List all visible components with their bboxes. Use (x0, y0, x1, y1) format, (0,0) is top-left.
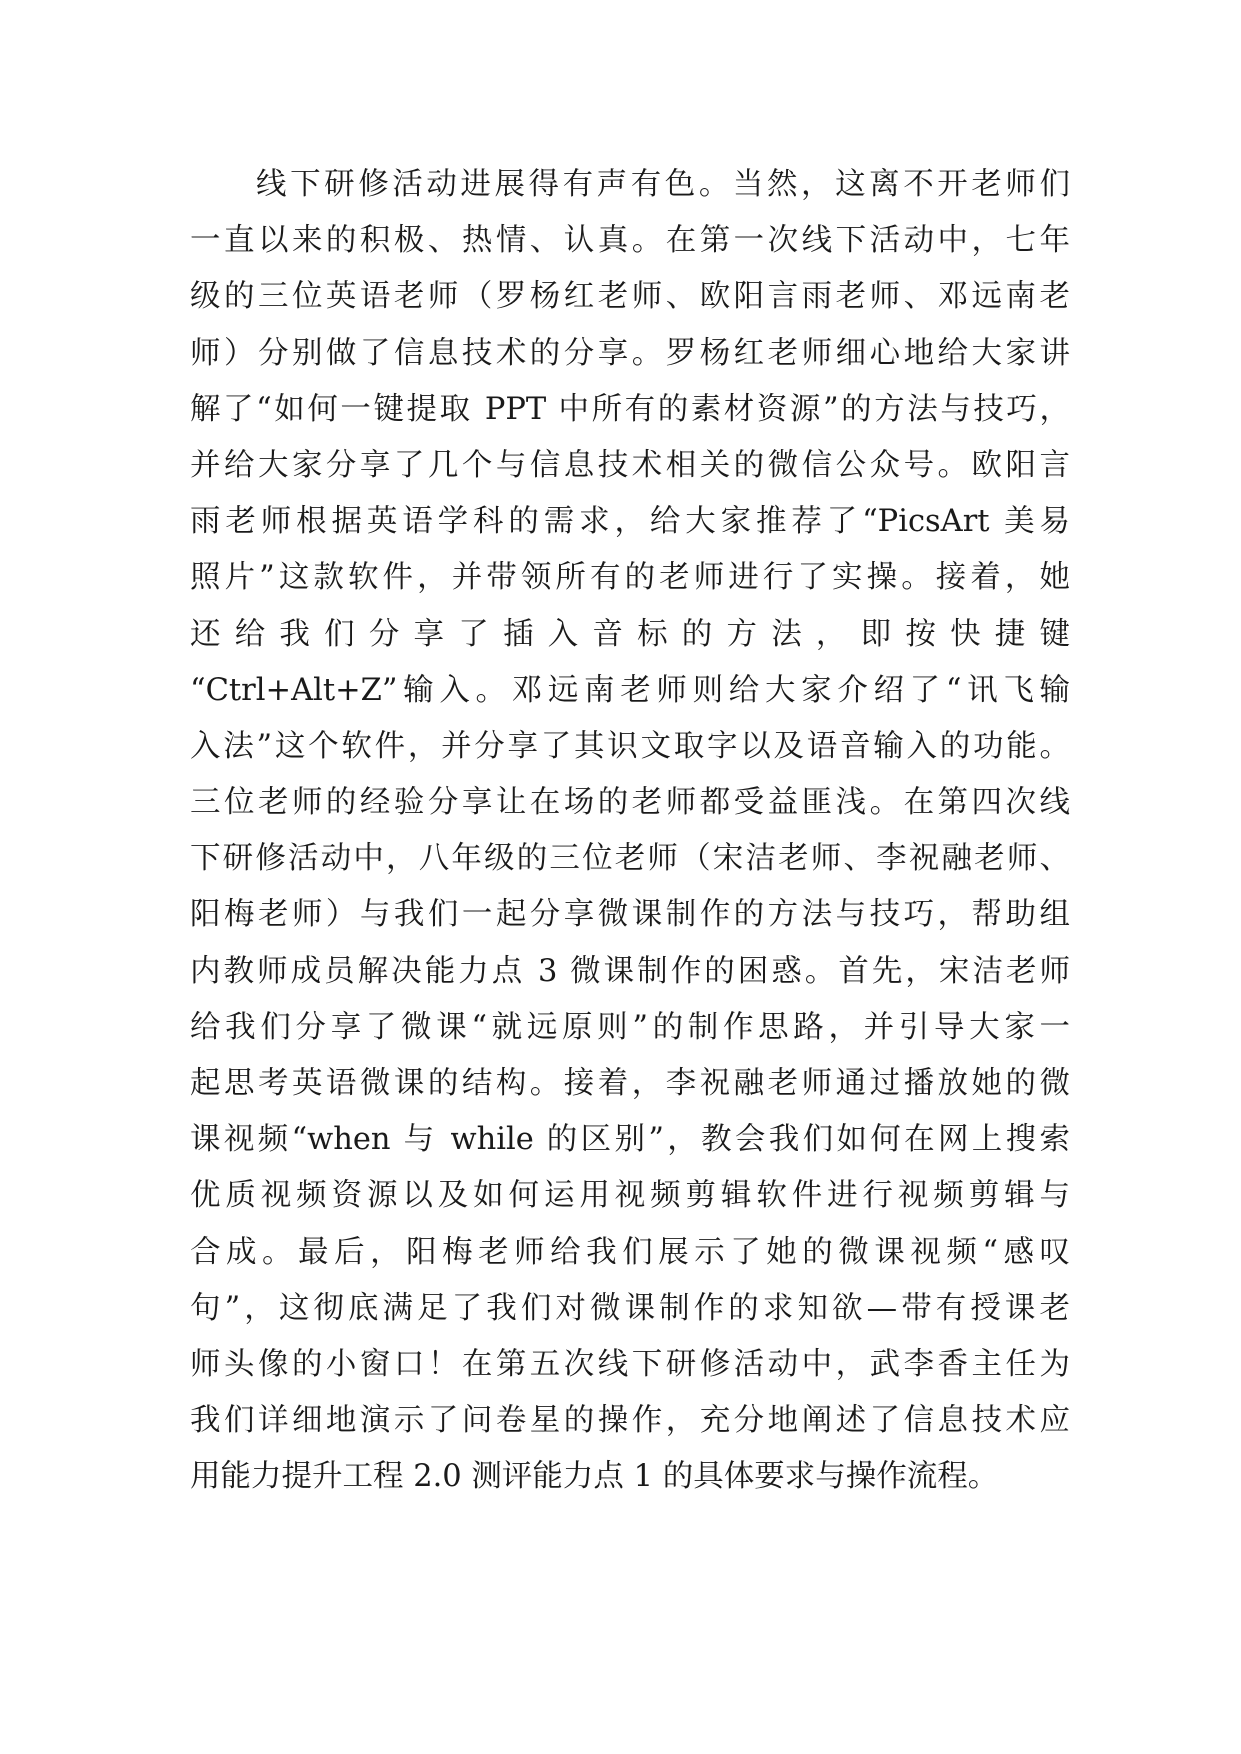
paragraph-line: 入法”这个软件，并分享了其识文取字以及语音输入的功能。 (190, 728, 1070, 764)
paragraph-line: 用能力提升工程 2.0 测评能力点 1 的具体要求与操作流程。 (190, 1459, 999, 1495)
paragraph-line: 并给大家分享了几个与信息技术相关的微信公众号。欧阳言 (190, 447, 1070, 483)
paragraph-line: 内教师成员解决能力点 3 微课制作的困惑。首先，宋洁老师 (190, 953, 1070, 989)
paragraph-line: 雨老师根据英语学科的需求，给大家推荐了“PicsArt 美易 (190, 504, 1070, 540)
paragraph-line: 我们详细地演示了问卷星的操作，充分地阐述了信息技术应 (190, 1403, 1070, 1439)
paragraph-line: 还 给 我 们 分 享 了 插 入 音 标 的 方 法 ， 即 按 快 捷 键 (190, 616, 1070, 652)
paragraph-line: 句”，这彻底满足了我们对微课制作的求知欲—带有授课老 (190, 1290, 1070, 1326)
paragraph-line: 照片”这款软件，并带领所有的老师进行了实操。接着，她 (190, 560, 1070, 596)
paragraph-line: 三位老师的经验分享让在场的老师都受益匪浅。在第四次线 (190, 785, 1070, 821)
paragraph-line: 下研修活动中，八年级的三位老师（宋洁老师、李祝融老师、 (190, 841, 1070, 877)
paragraph-line: 师）分别做了信息技术的分享。罗杨红老师细心地给大家讲 (190, 335, 1070, 371)
paragraph-line: 起思考英语微课的结构。接着，李祝融老师通过播放她的微 (190, 1066, 1070, 1101)
paragraph-line: 一直以来的积极、热情、认真。在第一次线下活动中，七年 (190, 223, 1070, 259)
paragraph-line: 给我们分享了微课“就远原则”的制作思路，并引导大家一 (190, 1009, 1070, 1045)
paragraph-line: 师头像的小窗口！在第五次线下研修活动中，武李香主任为 (190, 1346, 1070, 1382)
paragraph-line: 解了“如何一键提取 PPT 中所有的素材资源”的方法与技巧， (190, 391, 1070, 427)
paragraph-line: 合成。最后，阳梅老师给我们展示了她的微课视频“感叹 (190, 1234, 1070, 1270)
body-paragraph (190, 157, 1070, 1506)
paragraph-line: 课视频“when 与 while 的区别”，教会我们如何在网上搜索 (190, 1122, 1070, 1158)
paragraph-line: 阳梅老师）与我们一起分享微课制作的方法与技巧，帮助组 (190, 897, 1070, 933)
paragraph-line: 线下研修活动进展得有声有色。当然，这离不开老师们 (256, 167, 1070, 202)
paragraph-line: 优质视频资源以及如何运用视频剪辑软件进行视频剪辑与 (190, 1178, 1070, 1214)
paragraph-line: 级的三位英语老师（罗杨红老师、欧阳言雨老师、邓远南老 (190, 279, 1070, 315)
paragraph-line: “Ctrl+Alt+Z”输入。邓远南老师则给大家介绍了“讯飞输 (190, 672, 1070, 708)
